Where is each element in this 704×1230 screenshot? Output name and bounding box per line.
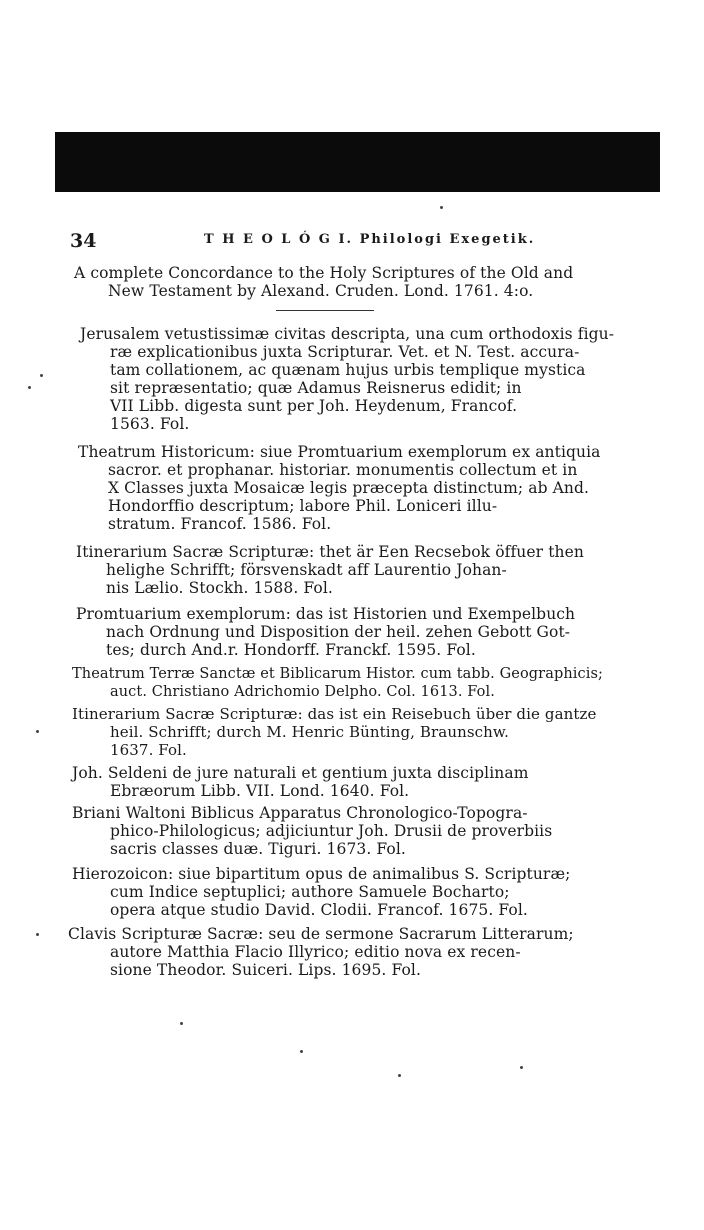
- entry-line: heil. Schrifft; durch M. Henric Bünting, Braunschw.: [110, 723, 509, 741]
- entry-line: Briani Waltoni Biblicus Apparatus Chronologico-Topogra-: [72, 804, 528, 822]
- running-head: T H E O L Ó G I. Philologi Exegetik.: [204, 232, 536, 247]
- entry-line: Clavis Scripturæ Sacræ: seu de sermone Sacrarum Litterarum;: [68, 925, 574, 943]
- bibliography-entry: [72, 865, 672, 919]
- entry-line: VII Libb. digesta sunt per Joh. Heydenum, Francof.: [110, 397, 518, 415]
- page-header: [70, 230, 660, 254]
- entry-line: tes; durch And.r. Hondorff. Franckf. 1595. Fol.: [106, 641, 476, 659]
- scan-speck: [36, 933, 39, 936]
- scan-black-band: [55, 132, 660, 192]
- bibliography-entry: [72, 705, 672, 759]
- entry-line: sit repræsentatio; quæ Adamus Reisnerus edidit; in: [110, 379, 522, 397]
- scan-speck: [36, 730, 39, 733]
- bibliography-entry: [68, 925, 668, 979]
- entry-line: sione Theodor. Suiceri. Lips. 1695. Fol.: [110, 961, 422, 979]
- scan-speck: [398, 1074, 401, 1077]
- entry-line: stratum. Francof. 1586. Fol.: [108, 515, 332, 533]
- scan-speck: [520, 1066, 523, 1069]
- entry-line: autore Matthia Flacio Illyrico; editio nova ex recen-: [110, 943, 521, 961]
- scan-speck: [300, 1050, 303, 1053]
- entry-line: opera atque studio David. Clodii. Francof. 1675. Fol.: [110, 901, 528, 919]
- entry-line: nach Ordnung und Disposition der heil. zehen Gebott Got-: [106, 623, 571, 641]
- scan-speck: [28, 386, 31, 389]
- entry-line: Jerusalem vetustissimæ civitas descripta, una cum orthodoxis figu-: [80, 325, 615, 343]
- entry-line: Theatrum Historicum: siue Promtuarium exemplorum ex antiquia: [78, 443, 601, 461]
- bibliography-entry: [72, 804, 672, 858]
- bibliography-entry: [72, 764, 672, 800]
- bibliography-entry: [76, 543, 676, 597]
- bibliography-entry: [78, 443, 678, 533]
- entry-line: X Classes juxta Mosaicæ legis præcepta distinctum; ab And.: [108, 479, 590, 497]
- entry-line: cum Indice septuplici; authore Samuele Bocharto;: [110, 883, 510, 901]
- bibliography-entry: [72, 665, 672, 701]
- separator-rule: [276, 310, 374, 311]
- scan-speck: [440, 206, 443, 209]
- entry-line: helighe Schrifft; försvenskadt aff Laurentio Johan-: [106, 561, 507, 579]
- bibliography-entry: [62, 264, 662, 300]
- entry-line: tam collationem, ac quænam hujus urbis templique mystica: [110, 361, 586, 379]
- entry-line: ræ explicationibus juxta Scripturar. Vet. et N. Test. accura-: [110, 343, 580, 361]
- entry-line: sacris classes duæ. Tiguri. 1673. Fol.: [110, 840, 406, 858]
- entry-line: Itinerarium Sacræ Scripturæ: thet är Een Recsebok öffuer then: [76, 543, 584, 561]
- entry-line: 1563. Fol.: [110, 415, 190, 433]
- entry-line: phico-Philologicus; adjiciuntur Joh. Drusii de proverbiis: [110, 822, 553, 840]
- entry-line: auct. Christiano Adrichomio Delpho. Col. 1613. Fol.: [110, 684, 495, 700]
- entry-line: A complete Concordance to the Holy Scriptures of the Old and: [74, 264, 574, 282]
- bibliography-entry: [80, 325, 680, 433]
- entry-line: Itinerarium Sacræ Scripturæ: das ist ein Reisebuch über die gantze: [72, 705, 597, 723]
- entry-line: Ebræorum Libb. VII. Lond. 1640. Fol.: [110, 782, 410, 800]
- entry-line: sacror. et prophanar. historiar. monumentis collectum et in: [108, 461, 578, 479]
- entry-line: Joh. Seldeni de jure naturali et gentium juxta disciplinam: [72, 764, 529, 782]
- entry-line: Hondorffio descriptum; labore Phil. Loniceri illu-: [108, 497, 498, 515]
- scan-speck: [40, 374, 43, 377]
- entry-line: 1637. Fol.: [110, 741, 187, 759]
- entry-line: Promtuarium exemplorum: das ist Historien und Exempelbuch: [76, 605, 576, 623]
- page-number: 34: [70, 230, 97, 252]
- bibliography-entry: [76, 605, 676, 659]
- entry-line: nis Lælio. Stockh. 1588. Fol.: [106, 579, 333, 597]
- entry-line: Hierozoicon: siue bipartitum opus de animalibus S. Scripturæ;: [72, 865, 571, 883]
- entry-line: New Testament by Alexand. Cruden. Lond. 1761. 4:o.: [108, 282, 534, 300]
- entry-line: Theatrum Terræ Sanctæ et Biblicarum Histor. cum tabb. Geographicis;: [72, 666, 603, 682]
- scan-speck: [180, 1022, 183, 1025]
